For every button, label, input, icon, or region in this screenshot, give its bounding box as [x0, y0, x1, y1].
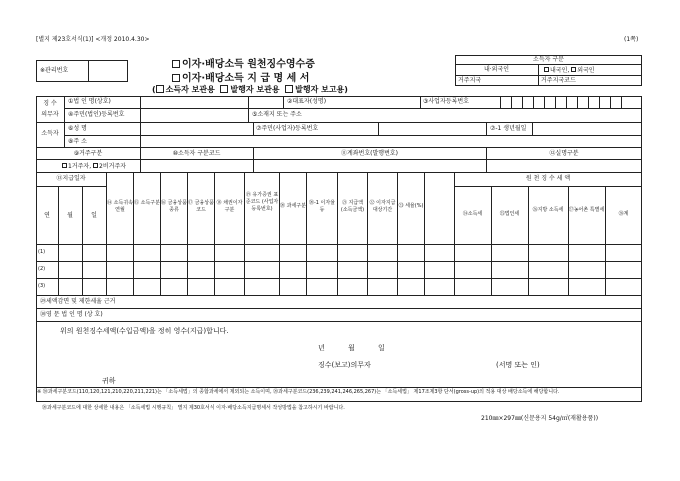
withholding-title: 원 천 징 수 세 액: [525, 175, 571, 182]
foreign-checkbox[interactable]: [571, 67, 576, 72]
footnote-2: ⑳과세구분코드에 대한 상세한 내용은 「소득세법 시행규칙」 별지 제30호서식 이자·배당소득지급명세서 작성방법을 참고하시기 바랍니다.: [42, 405, 345, 411]
footnote-1: ※ ⑳과세구분코드(110,120,121,210,220,211,221)는 「소득세법」의 종합과세에서 제외되는 소득이며, ⑳과세구분코드(236,239,241,246,265,267)는 「소득세법」 제17조제3항 단서(gross-up)의 적용 대상 배당소득에 해당합니다.: [37, 389, 560, 395]
recipient-name-label: ⑥성 명: [68, 125, 87, 132]
year-header: 연: [44, 212, 50, 219]
recipient-label: 소득자: [41, 130, 59, 137]
nationality-options: 내국인, 외국인: [544, 67, 595, 74]
date-day-label: 일: [378, 344, 385, 352]
paper-spec: 210㎜×297㎜(신문용지 54g/㎡(재활용품)): [481, 415, 599, 422]
domestic-checkbox[interactable]: [544, 67, 549, 72]
nationality-label: 내·외국인: [483, 66, 510, 73]
issuer-copy-checkbox[interactable]: [220, 85, 228, 93]
income-period-header: ⑭ 소득귀속 연월: [107, 200, 133, 213]
title-statement: 이자·배당소득 지 급 명 세 서: [172, 69, 309, 84]
residency-options: 1거주자, 2비거주자: [62, 163, 126, 170]
receipt-statement: 위의 원천징수세액(수입금액)을 정히 영수(지급)합니다.: [60, 327, 229, 335]
receipt-checkbox[interactable]: [172, 60, 180, 68]
representative-label: ②대표자(성명): [287, 98, 327, 105]
recipient-copy-checkbox[interactable]: [156, 85, 164, 93]
business-number-label: ③사업자등록번호: [423, 98, 469, 105]
month-header: 월: [67, 212, 73, 219]
birth-date-label: ⑦-1 생년월일: [490, 125, 527, 132]
nonresident-checkbox[interactable]: [93, 163, 98, 168]
payer-address-label: ⑤소재지 또는 주소: [252, 111, 302, 118]
addressee-label: 귀하: [102, 377, 116, 385]
local-tax-header: ㉖지방 소득세: [532, 207, 564, 213]
day-header: 일: [91, 212, 97, 219]
corporate-tax-header: ㉕법인세: [499, 211, 520, 217]
management-number-label: ※관리번호: [40, 67, 69, 74]
income-class-title: 소득자 구분: [533, 56, 564, 63]
pay-date-header: ⑬지급일자: [56, 175, 86, 182]
english-corp-name-label: ㉚영 문 법 인 명 (상 호): [40, 311, 103, 318]
real-name-type-label: ⑫실명구분: [549, 150, 579, 157]
registration-number-label: ④주민(법인)등록번호: [68, 111, 125, 118]
main-form-frame: [36, 96, 642, 402]
residence-country-code-label: 거주지국코드: [541, 77, 576, 84]
total-tax-header: ㉘계: [618, 211, 629, 217]
residency-type-label: ⑨거주구분: [73, 150, 103, 157]
payer-label-2: 의무자: [41, 111, 59, 118]
recipient-address-label: ⑧주 소: [68, 138, 87, 145]
recipient-id-label: ⑦주민(사업자)등록번호: [256, 125, 319, 132]
table-row-label: (1): [38, 249, 46, 255]
statement-checkbox[interactable]: [172, 74, 180, 82]
income-type-header: ⑮ 소득구분: [134, 200, 160, 206]
bond-interest-header: ⑱ 채권이자 구분: [216, 200, 243, 213]
residence-country-label: 거주지국: [458, 77, 482, 84]
table-row-label: (2): [38, 266, 46, 272]
issuer-report-checkbox[interactable]: [285, 85, 293, 93]
account-number-label: ⑪계좌번호(발행번호): [340, 150, 399, 157]
payer-label-1: 징 수: [43, 100, 57, 107]
tax-class-header: ⑳ 과세구분: [280, 203, 306, 209]
product-code-header: ⑰ 금융상품 코드: [188, 200, 214, 213]
page-number: (1쪽): [624, 36, 639, 43]
resident-checkbox[interactable]: [62, 163, 67, 168]
securities-code-header: ⑲ 유가증권 표준코드 (사업자 등록번호): [245, 192, 279, 212]
tax-reduction-label: ㉙세액감면 및 제한세율 근거: [40, 298, 116, 305]
payer-signature-label: 징수(보고)의무자: [318, 361, 371, 369]
title-receipt: 이자·배당소득 원천징수영수증: [172, 55, 315, 70]
interest-period-header: ㉒ 이자지급 대상기간: [369, 200, 396, 213]
date-month-label: 월: [348, 344, 355, 352]
interest-rate-header: ⑳-1 이자율 등: [308, 200, 336, 213]
payment-amount-header: ㉑ 지급액 (소득금액): [340, 200, 365, 213]
product-type-header: ⑯ 금융상품 종류: [161, 200, 187, 213]
form-number: [별지 제23호서식(1)] <개정 2010.4.30>: [36, 36, 150, 43]
date-year-label: 년: [318, 344, 325, 352]
special-tax-header: ㉗농어촌 특별세: [568, 207, 605, 213]
corp-name-label: ①법 인 명(상호): [68, 98, 111, 105]
signature-note: (서명 또는 인): [496, 361, 540, 369]
recipient-code-label: ⑩소득자 구분코드: [172, 150, 221, 157]
tax-rate-header: ㉓ 세율(%): [398, 203, 424, 209]
table-row-label: (3): [38, 283, 46, 289]
copy-type-options: ( 소득자 보관용 발행자 보관용 발행자 보고용): [152, 85, 348, 94]
income-tax-header: ㉔소득세: [462, 211, 483, 217]
